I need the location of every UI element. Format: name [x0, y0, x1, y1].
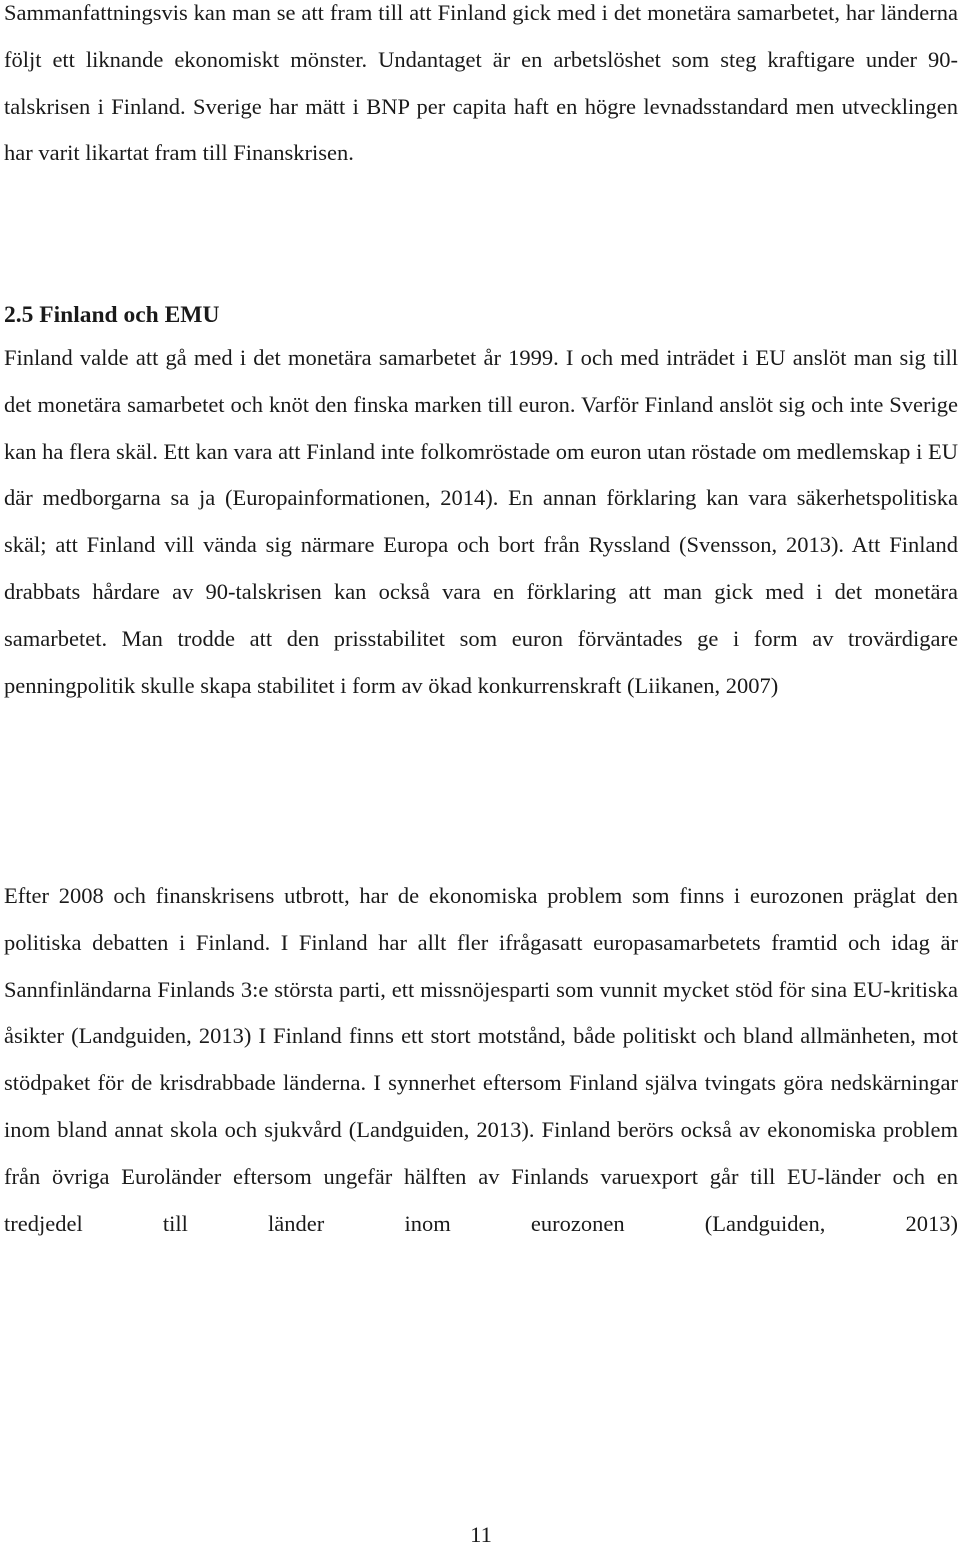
- paragraph-summary: Sammanfattningsvis kan man se att fram till att Finland gick med i det monetära samarbetet, har länderna följt ett liknande ekonomiskt mönster. Undantaget är en arbetslöshet som steg kraftigare under 90-talskrisen i Finland. Sverige har mätt i BNP per capita haft en högre levnadsstandard men utvecklingen har varit likartat fram till Finanskrisen.: [4, 0, 958, 166]
- section-heading: 2.5 Finland och EMU: [4, 302, 220, 328]
- page-number: 11: [470, 1522, 492, 1547]
- paragraph-finland-emu: Finland valde att gå med i det monetära samarbetet år 1999. I och med inträdet i EU anslöt man sig till det monetära samarbetet och knöt den finska marken till euron. Varför Finland anslöt sig och inte Sverige kan ha flera skäl. Ett kan vara att Finland inte folkomröstade om euron utan röstade om medlemskap i EU där medborgarna sa ja (Europainformationen, 2014). En annan förklaring kan vara säkerhetspolitiska skäl; att Finland vill vända sig närmare Europa och bort från Ryssland (Svensson, 2013). Att Finland drabbats hårdare av 90-talskrisen kan också vara en förklaring att man gick med i det monetära samarbetet. Man trodde att den prisstabilitet som euron förväntades ge i form av trovärdigare penningpolitik skulle skapa stabilitet i form av ökad konkurrenskraft (Liikanen, 2007): [4, 345, 958, 698]
- paragraph-after-2008: Efter 2008 och finanskrisens utbrott, har de ekonomiska problem som finns i eurozonen präglat den politiska debatten i Finland. I Finland har allt fler ifrågasatt europasamarbetets framtid och idag är Sannfinländarna Finlands 3:e största parti, ett missnöjesparti som vunnit mycket stöd för sina EU-kritiska åsikter (Landguiden, 2013) I Finland finns ett stort motstånd, både politiskt och bland allmänheten, mot stödpaket för de krisdrabbade länderna. I synnerhet eftersom Finland själva tvingats göra nedskärningar inom bland annat skola och sjukvård (Landguiden, 2013). Finland berörs också av ekonomiska problem från övriga Euroländer eftersom ungefär hälften av Finlands varuexport går till EU-länder och en tredjedel till länder inom eurozonen (Landguiden, 2013): [4, 883, 958, 1236]
